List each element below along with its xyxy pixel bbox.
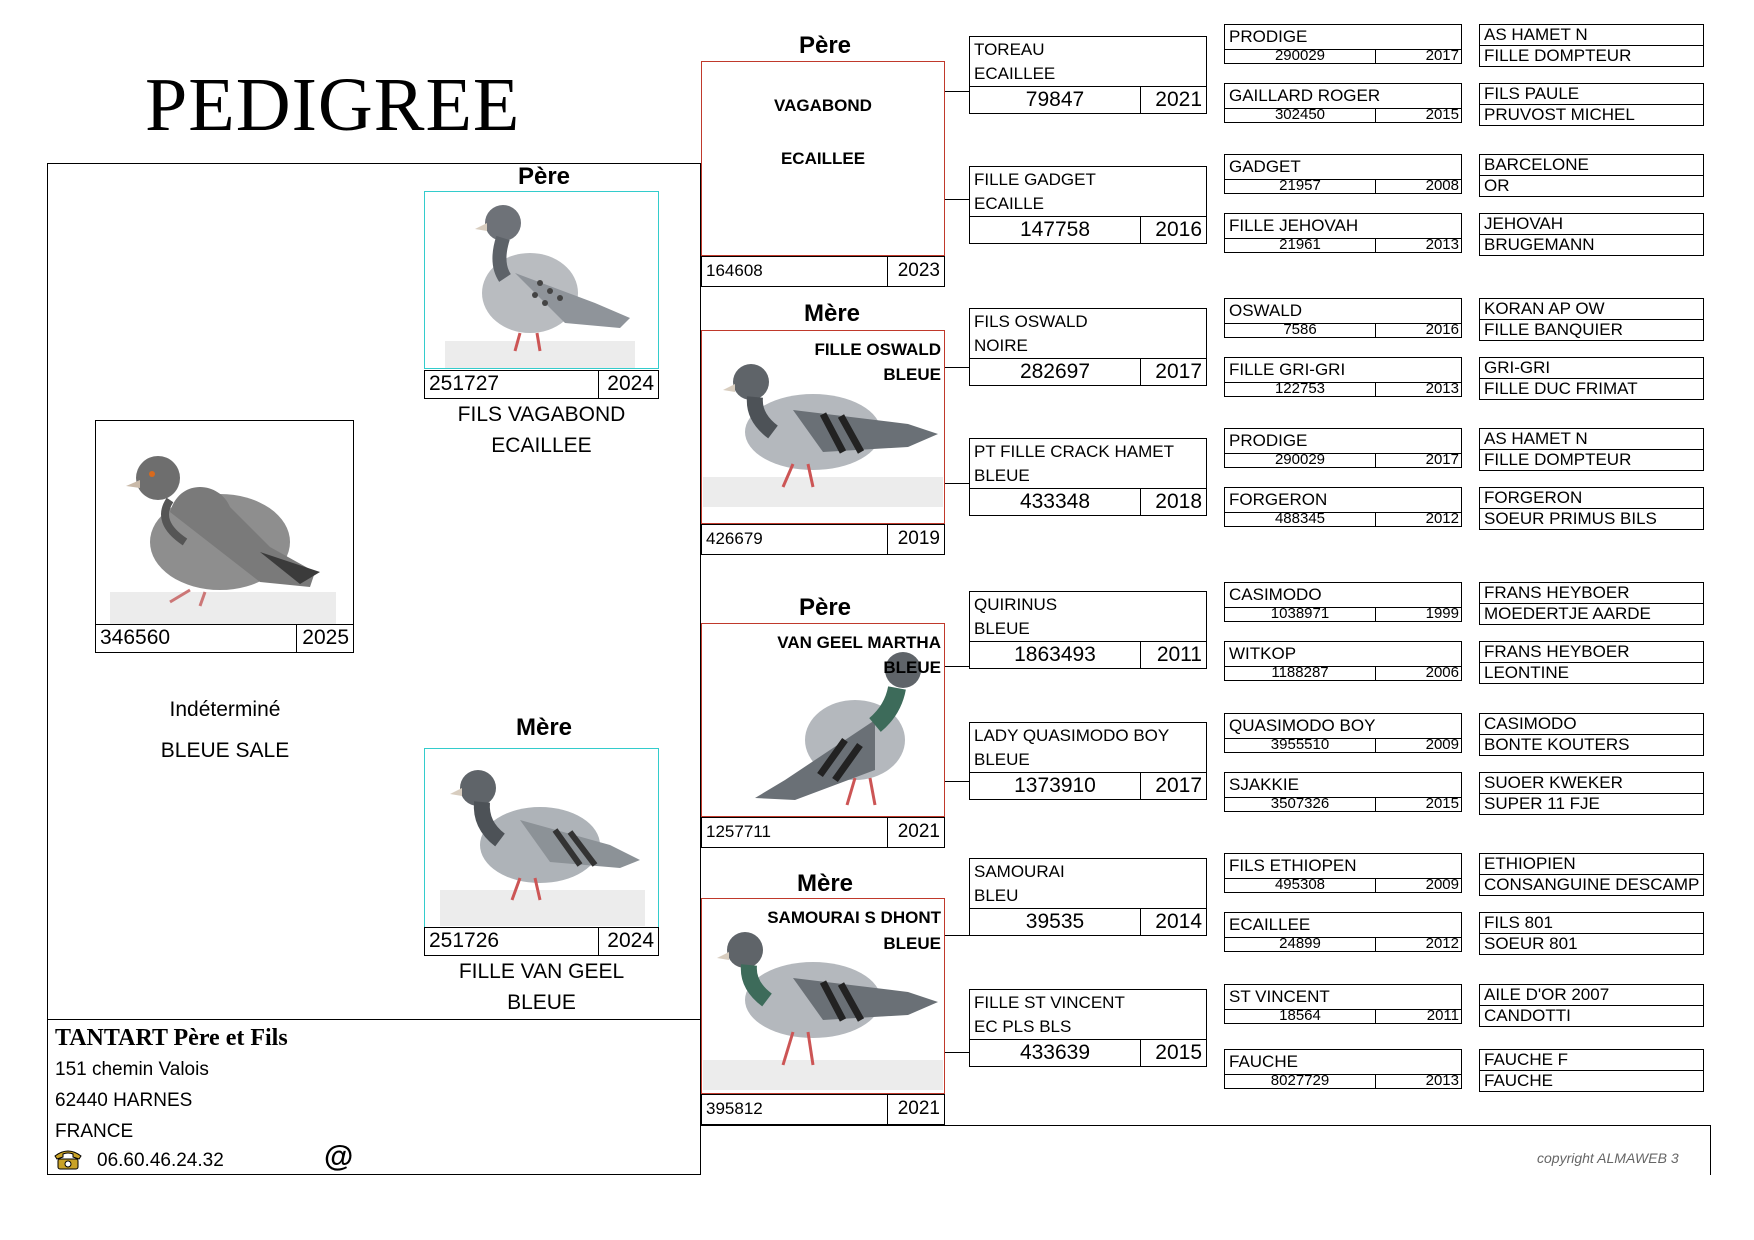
dam-photo bbox=[440, 750, 645, 926]
gen3-ring bbox=[1225, 238, 1461, 252]
gen3-ring-year: 2017 bbox=[1425, 50, 1459, 63]
gen2-ring-year: 2015 bbox=[1155, 1041, 1202, 1064]
gen2-card bbox=[969, 722, 1207, 800]
gen3-ring bbox=[1225, 738, 1461, 752]
gen3-name: FILLE JEHOVAH bbox=[1229, 216, 1359, 235]
gen1-ring-year: 2021 bbox=[897, 1098, 940, 1119]
connector bbox=[945, 367, 969, 368]
gen2-ring-number: 147758 bbox=[970, 217, 1141, 243]
gen3-name: SJAKKIE bbox=[1229, 775, 1299, 794]
dam-ring-year: 2024 bbox=[607, 929, 654, 952]
gen3-ring bbox=[1225, 453, 1461, 467]
gen4-father: AILE D'OR 2007 bbox=[1479, 984, 1704, 1006]
gen3-ring bbox=[1225, 1074, 1461, 1088]
gen4-father: FORGERON bbox=[1479, 487, 1704, 509]
gen2-ring bbox=[970, 641, 1206, 668]
gen1-header: Père bbox=[798, 594, 852, 621]
gen1-header: Mère bbox=[796, 870, 854, 897]
gen2-ring-year: 2017 bbox=[1155, 774, 1202, 797]
gen2-name: FILLE GADGET bbox=[974, 170, 1096, 189]
gen2-card bbox=[969, 989, 1207, 1067]
connector bbox=[945, 666, 969, 667]
gen4-mother: CANDOTTI bbox=[1479, 1005, 1704, 1027]
gen1-name: VAGABOND bbox=[774, 96, 872, 115]
gen3-card bbox=[1224, 641, 1462, 681]
gen2-color: BLEUE bbox=[974, 619, 1030, 638]
gen2-name: TOREAU bbox=[974, 40, 1045, 59]
gen4-mother: MOEDERTJE AARDE bbox=[1479, 603, 1704, 625]
gen2-color: BLEUE bbox=[974, 750, 1030, 769]
gen4-father: JEHOVAH bbox=[1479, 213, 1704, 235]
gen2-ring-year: 2014 bbox=[1155, 910, 1202, 933]
gen4-father: FILS 801 bbox=[1479, 912, 1704, 934]
gen3-card bbox=[1224, 713, 1462, 753]
gen2-card bbox=[969, 858, 1207, 936]
copyright: copyright ALMAWEB 3 bbox=[1537, 1150, 1679, 1166]
gen4-father: FRANS HEYBOER bbox=[1479, 582, 1704, 604]
gen3-ring-year: 2012 bbox=[1425, 513, 1459, 526]
gen2-color: BLEU bbox=[974, 886, 1019, 905]
gen3-name: WITKOP bbox=[1229, 644, 1297, 663]
gen4-father: FILS PAULE bbox=[1479, 83, 1704, 105]
gen2-ring bbox=[970, 86, 1206, 113]
gen3-card bbox=[1224, 772, 1462, 812]
gen4-mother: FAUCHE bbox=[1479, 1070, 1704, 1092]
phone-icon bbox=[53, 1148, 83, 1170]
connector bbox=[945, 91, 969, 92]
gen1-ring-number: 164608 bbox=[702, 257, 888, 286]
gen2-ring bbox=[970, 488, 1206, 515]
gen4-pair bbox=[1479, 582, 1704, 626]
subject-ring bbox=[95, 624, 354, 653]
gen4-mother: FILLE DOMPTEUR bbox=[1479, 449, 1704, 471]
gen3-ring-year: 2013 bbox=[1425, 383, 1459, 396]
gen2-name: FILS OSWALD bbox=[974, 312, 1088, 331]
gen3-card bbox=[1224, 24, 1462, 64]
sire-ring-number: 251727 bbox=[425, 371, 599, 398]
gen2-name: QUIRINUS bbox=[974, 595, 1058, 614]
gen4-pair bbox=[1479, 83, 1704, 127]
gen4-father: AS HAMET N bbox=[1479, 428, 1704, 450]
gen1-ring-year: 2023 bbox=[897, 260, 940, 281]
gen2-ring bbox=[970, 1039, 1206, 1066]
gen3-ring bbox=[1225, 797, 1461, 811]
gen3-ring bbox=[1225, 179, 1461, 193]
gen2-ring-number: 282697 bbox=[970, 359, 1141, 385]
gen2-card bbox=[969, 308, 1207, 386]
gen3-name: PRODIGE bbox=[1229, 431, 1308, 450]
gen3-card bbox=[1224, 83, 1462, 123]
gen3-ring-number: 21961 bbox=[1225, 239, 1376, 252]
gen3-card bbox=[1224, 357, 1462, 397]
gen3-name: ST VINCENT bbox=[1229, 987, 1330, 1006]
gen3-name: OSWALD bbox=[1229, 301, 1303, 320]
breeder-country: FRANCE bbox=[55, 1121, 134, 1142]
gen3-ring-year: 2011 bbox=[1426, 1010, 1459, 1023]
dam-name: FILLE VAN GEEL bbox=[458, 960, 625, 983]
gen4-mother: SUPER 11 FJE bbox=[1479, 793, 1704, 815]
gen3-ring bbox=[1225, 49, 1461, 63]
gen2-ring-year: 2011 bbox=[1156, 643, 1202, 666]
gen2-ring-number: 1373910 bbox=[970, 773, 1141, 799]
dam-ring-number: 251726 bbox=[425, 928, 599, 955]
gen4-pair bbox=[1479, 487, 1704, 531]
gen3-ring-year: 2015 bbox=[1425, 109, 1459, 122]
gen3-ring bbox=[1225, 878, 1461, 892]
gen4-mother: OR bbox=[1479, 175, 1704, 197]
at-icon[interactable]: @ bbox=[324, 1140, 354, 1173]
dam-ring bbox=[424, 927, 659, 956]
gen2-ring bbox=[970, 772, 1206, 799]
gen3-ring bbox=[1225, 108, 1461, 122]
gen2-color: ECAILLEE bbox=[974, 64, 1056, 83]
sire-photo bbox=[445, 193, 635, 368]
gen3-ring-number: 290029 bbox=[1225, 50, 1376, 63]
gen3-ring-number: 21957 bbox=[1225, 180, 1376, 193]
gen3-ring-number: 3955510 bbox=[1225, 739, 1376, 752]
gen3-card bbox=[1224, 984, 1462, 1024]
gen1-header: Mère bbox=[803, 300, 861, 327]
gen3-ring-number: 7586 bbox=[1225, 324, 1376, 337]
gen4-pair bbox=[1479, 912, 1704, 956]
gen3-ring bbox=[1225, 1009, 1461, 1023]
gen4-mother: BONTE KOUTERS bbox=[1479, 734, 1704, 756]
gen3-card bbox=[1224, 487, 1462, 527]
gen3-name: FILLE GRI-GRI bbox=[1229, 360, 1346, 379]
subject-ring-number: 346560 bbox=[96, 625, 297, 652]
gen3-ring bbox=[1225, 666, 1461, 680]
gen2-ring-year: 2021 bbox=[1155, 88, 1202, 111]
gen2-ring bbox=[970, 358, 1206, 385]
gen3-ring-number: 8027729 bbox=[1225, 1075, 1376, 1088]
subject-ring-year: 2025 bbox=[302, 626, 349, 649]
gen4-mother: LEONTINE bbox=[1479, 662, 1704, 684]
gen4-pair bbox=[1479, 713, 1704, 757]
gen4-pair bbox=[1479, 154, 1704, 198]
gen4-pair bbox=[1479, 984, 1704, 1028]
gen3-ring-year: 2006 bbox=[1425, 667, 1459, 680]
gen2-color: BLEUE bbox=[974, 466, 1030, 485]
gen1-ring bbox=[701, 524, 945, 555]
gen4-pair bbox=[1479, 772, 1704, 816]
gen3-ring bbox=[1225, 323, 1461, 337]
breeder-street: 151 chemin Valois bbox=[55, 1059, 209, 1080]
gen3-card bbox=[1224, 428, 1462, 468]
subject-sex: Indéterminé bbox=[169, 698, 281, 721]
gen3-card bbox=[1224, 912, 1462, 952]
dam-header: Mère bbox=[515, 714, 573, 741]
gen4-mother: PRUVOST MICHEL bbox=[1479, 104, 1704, 126]
gen1-color: ECAILLEE bbox=[780, 149, 866, 168]
gen4-mother: FILLE DUC FRIMAT bbox=[1479, 378, 1704, 400]
gen4-father: ETHIOPIEN bbox=[1479, 853, 1704, 875]
gen1-name: VAN GEEL MARTHA bbox=[777, 633, 941, 652]
breeder-name: TANTART Père et Fils bbox=[55, 1025, 288, 1051]
gen2-card bbox=[969, 166, 1207, 244]
gen3-ring-number: 302450 bbox=[1225, 109, 1376, 122]
gen2-ring-number: 433348 bbox=[970, 489, 1141, 515]
gen4-mother: FILLE DOMPTEUR bbox=[1479, 45, 1704, 67]
gen2-ring-number: 433639 bbox=[970, 1040, 1141, 1066]
gen3-ring-year: 2015 bbox=[1425, 798, 1459, 811]
gen3-ring-year: 2017 bbox=[1425, 454, 1459, 467]
gen1-ring bbox=[701, 817, 945, 848]
gen4-father: GRI-GRI bbox=[1479, 357, 1704, 379]
breeder-phone: 06.60.46.24.32 bbox=[97, 1150, 224, 1171]
subject-color: BLEUE SALE bbox=[160, 739, 290, 762]
sire-ring-year: 2024 bbox=[607, 372, 654, 395]
gen3-card bbox=[1224, 582, 1462, 622]
gen2-name: LADY QUASIMODO BOY bbox=[974, 726, 1170, 745]
gen2-card bbox=[969, 438, 1207, 516]
gen3-name: GADGET bbox=[1229, 157, 1301, 176]
gen3-ring-year: 1999 bbox=[1425, 608, 1459, 621]
gen3-ring bbox=[1225, 382, 1461, 396]
gen2-name: SAMOURAI bbox=[974, 862, 1065, 881]
gen4-pair bbox=[1479, 213, 1704, 257]
gen2-card bbox=[969, 36, 1207, 114]
gen4-father: CASIMODO bbox=[1479, 713, 1704, 735]
gen3-ring-year: 2009 bbox=[1425, 739, 1459, 752]
gen4-mother: SOEUR PRIMUS BILS bbox=[1479, 508, 1704, 530]
gen1-ring-number: 1257711 bbox=[702, 818, 888, 847]
gen3-ring-number: 1188287 bbox=[1225, 667, 1376, 680]
gen1-ring bbox=[701, 256, 945, 287]
gen1-ring-year: 2019 bbox=[897, 528, 940, 549]
connector bbox=[945, 1052, 969, 1053]
gen2-color: ECAILLE bbox=[974, 194, 1044, 213]
gen3-name: QUASIMODO BOY bbox=[1229, 716, 1376, 735]
gen3-ring bbox=[1225, 512, 1461, 526]
gen2-ring-year: 2016 bbox=[1155, 218, 1202, 241]
gen4-pair bbox=[1479, 357, 1704, 401]
gen4-father: SUOER KWEKER bbox=[1479, 772, 1704, 794]
gen4-father: KORAN AP OW bbox=[1479, 298, 1704, 320]
gen4-pair bbox=[1479, 298, 1704, 342]
sire-color: ECAILLEE bbox=[491, 434, 592, 457]
gen3-name: FORGERON bbox=[1229, 490, 1328, 509]
gen4-father: FAUCHE F bbox=[1479, 1049, 1704, 1071]
gen3-card bbox=[1224, 298, 1462, 338]
gen3-ring-year: 2013 bbox=[1425, 1075, 1459, 1088]
gen1-name: FILLE OSWALD bbox=[814, 340, 941, 359]
gen1-ring-number: 395812 bbox=[702, 1095, 888, 1124]
gen2-color: NOIRE bbox=[974, 336, 1028, 355]
gen3-ring-number: 24899 bbox=[1225, 938, 1376, 951]
page-title: PEDIGREE bbox=[145, 63, 521, 147]
gen4-mother: SOEUR 801 bbox=[1479, 933, 1704, 955]
gen2-name: PT FILLE CRACK HAMET bbox=[974, 442, 1174, 461]
breeder-divider bbox=[47, 1019, 701, 1020]
gen3-name: ECAILLEE bbox=[1229, 915, 1311, 934]
gen3-ring-number: 3507326 bbox=[1225, 798, 1376, 811]
gen3-ring-year: 2016 bbox=[1425, 324, 1459, 337]
gen3-ring-number: 290029 bbox=[1225, 454, 1376, 467]
gen2-card bbox=[969, 591, 1207, 669]
gen3-ring bbox=[1225, 607, 1461, 621]
gen3-card bbox=[1224, 154, 1462, 194]
sire-ring bbox=[424, 370, 659, 399]
gen3-card bbox=[1224, 213, 1462, 253]
gen3-ring-year: 2012 bbox=[1425, 938, 1459, 951]
gen2-ring-number: 39535 bbox=[970, 909, 1141, 935]
breeder-city: 62440 HARNES bbox=[55, 1090, 193, 1111]
gen4-father: FRANS HEYBOER bbox=[1479, 641, 1704, 663]
gen3-ring-number: 122753 bbox=[1225, 383, 1376, 396]
gen4-pair bbox=[1479, 853, 1704, 897]
gen2-ring bbox=[970, 216, 1206, 243]
gen3-ring-number: 1038971 bbox=[1225, 608, 1376, 621]
gen2-ring-number: 79847 bbox=[970, 87, 1141, 113]
gen4-father: BARCELONE bbox=[1479, 154, 1704, 176]
gen1-color: BLEUE bbox=[883, 365, 941, 384]
gen4-pair bbox=[1479, 428, 1704, 472]
gen3-ring-number: 488345 bbox=[1225, 513, 1376, 526]
gen3-ring bbox=[1225, 937, 1461, 951]
gen2-ring-number: 1863493 bbox=[970, 642, 1141, 668]
connector bbox=[945, 781, 969, 782]
gen3-card bbox=[1224, 1049, 1462, 1089]
gen1-name: SAMOURAI S DHONT bbox=[767, 908, 941, 927]
gen3-name: FILS ETHIOPEN bbox=[1229, 856, 1357, 875]
gen4-pair bbox=[1479, 1049, 1704, 1093]
connector bbox=[945, 935, 969, 936]
gen3-ring-year: 2009 bbox=[1425, 879, 1459, 892]
gen3-ring-number: 495308 bbox=[1225, 879, 1376, 892]
gen2-color: EC PLS BLS bbox=[974, 1017, 1072, 1036]
gen3-name: CASIMODO bbox=[1229, 585, 1322, 604]
gen1-header: Père bbox=[798, 32, 852, 59]
gen3-name: FAUCHE bbox=[1229, 1052, 1298, 1071]
gen4-mother: CONSANGUINE DESCAMP bbox=[1479, 874, 1704, 896]
gen1-ring bbox=[701, 1094, 945, 1125]
gen4-mother: BRUGEMANN bbox=[1479, 234, 1704, 256]
gen4-mother: FILLE BANQUIER bbox=[1479, 319, 1704, 341]
gen2-name: FILLE ST VINCENT bbox=[974, 993, 1125, 1012]
gen4-pair bbox=[1479, 641, 1704, 685]
gen3-ring-year: 2013 bbox=[1425, 239, 1459, 252]
dam-color: BLEUE bbox=[507, 991, 576, 1014]
gen1-ring-year: 2021 bbox=[897, 821, 940, 842]
gen3-ring-year: 2008 bbox=[1425, 180, 1459, 193]
gen4-pair bbox=[1479, 24, 1704, 68]
gen2-ring-year: 2018 bbox=[1155, 490, 1202, 513]
gen3-card bbox=[1224, 853, 1462, 893]
gen1-color: BLEUE bbox=[883, 658, 941, 677]
gen1-ring-number: 426679 bbox=[702, 525, 888, 554]
gen4-father: AS HAMET N bbox=[1479, 24, 1704, 46]
gen3-ring-number: 18564 bbox=[1225, 1010, 1376, 1023]
gen3-name: GAILLARD ROGER bbox=[1229, 86, 1381, 105]
sire-name: FILS VAGABOND bbox=[457, 403, 626, 426]
sire-header: Père bbox=[517, 163, 571, 190]
subject-photo bbox=[110, 422, 336, 624]
connector bbox=[945, 199, 969, 200]
gen2-ring-year: 2017 bbox=[1155, 360, 1202, 383]
gen2-ring bbox=[970, 908, 1206, 935]
gen1-color: BLEUE bbox=[883, 934, 941, 953]
gen3-name: PRODIGE bbox=[1229, 27, 1308, 46]
connector bbox=[945, 483, 969, 484]
